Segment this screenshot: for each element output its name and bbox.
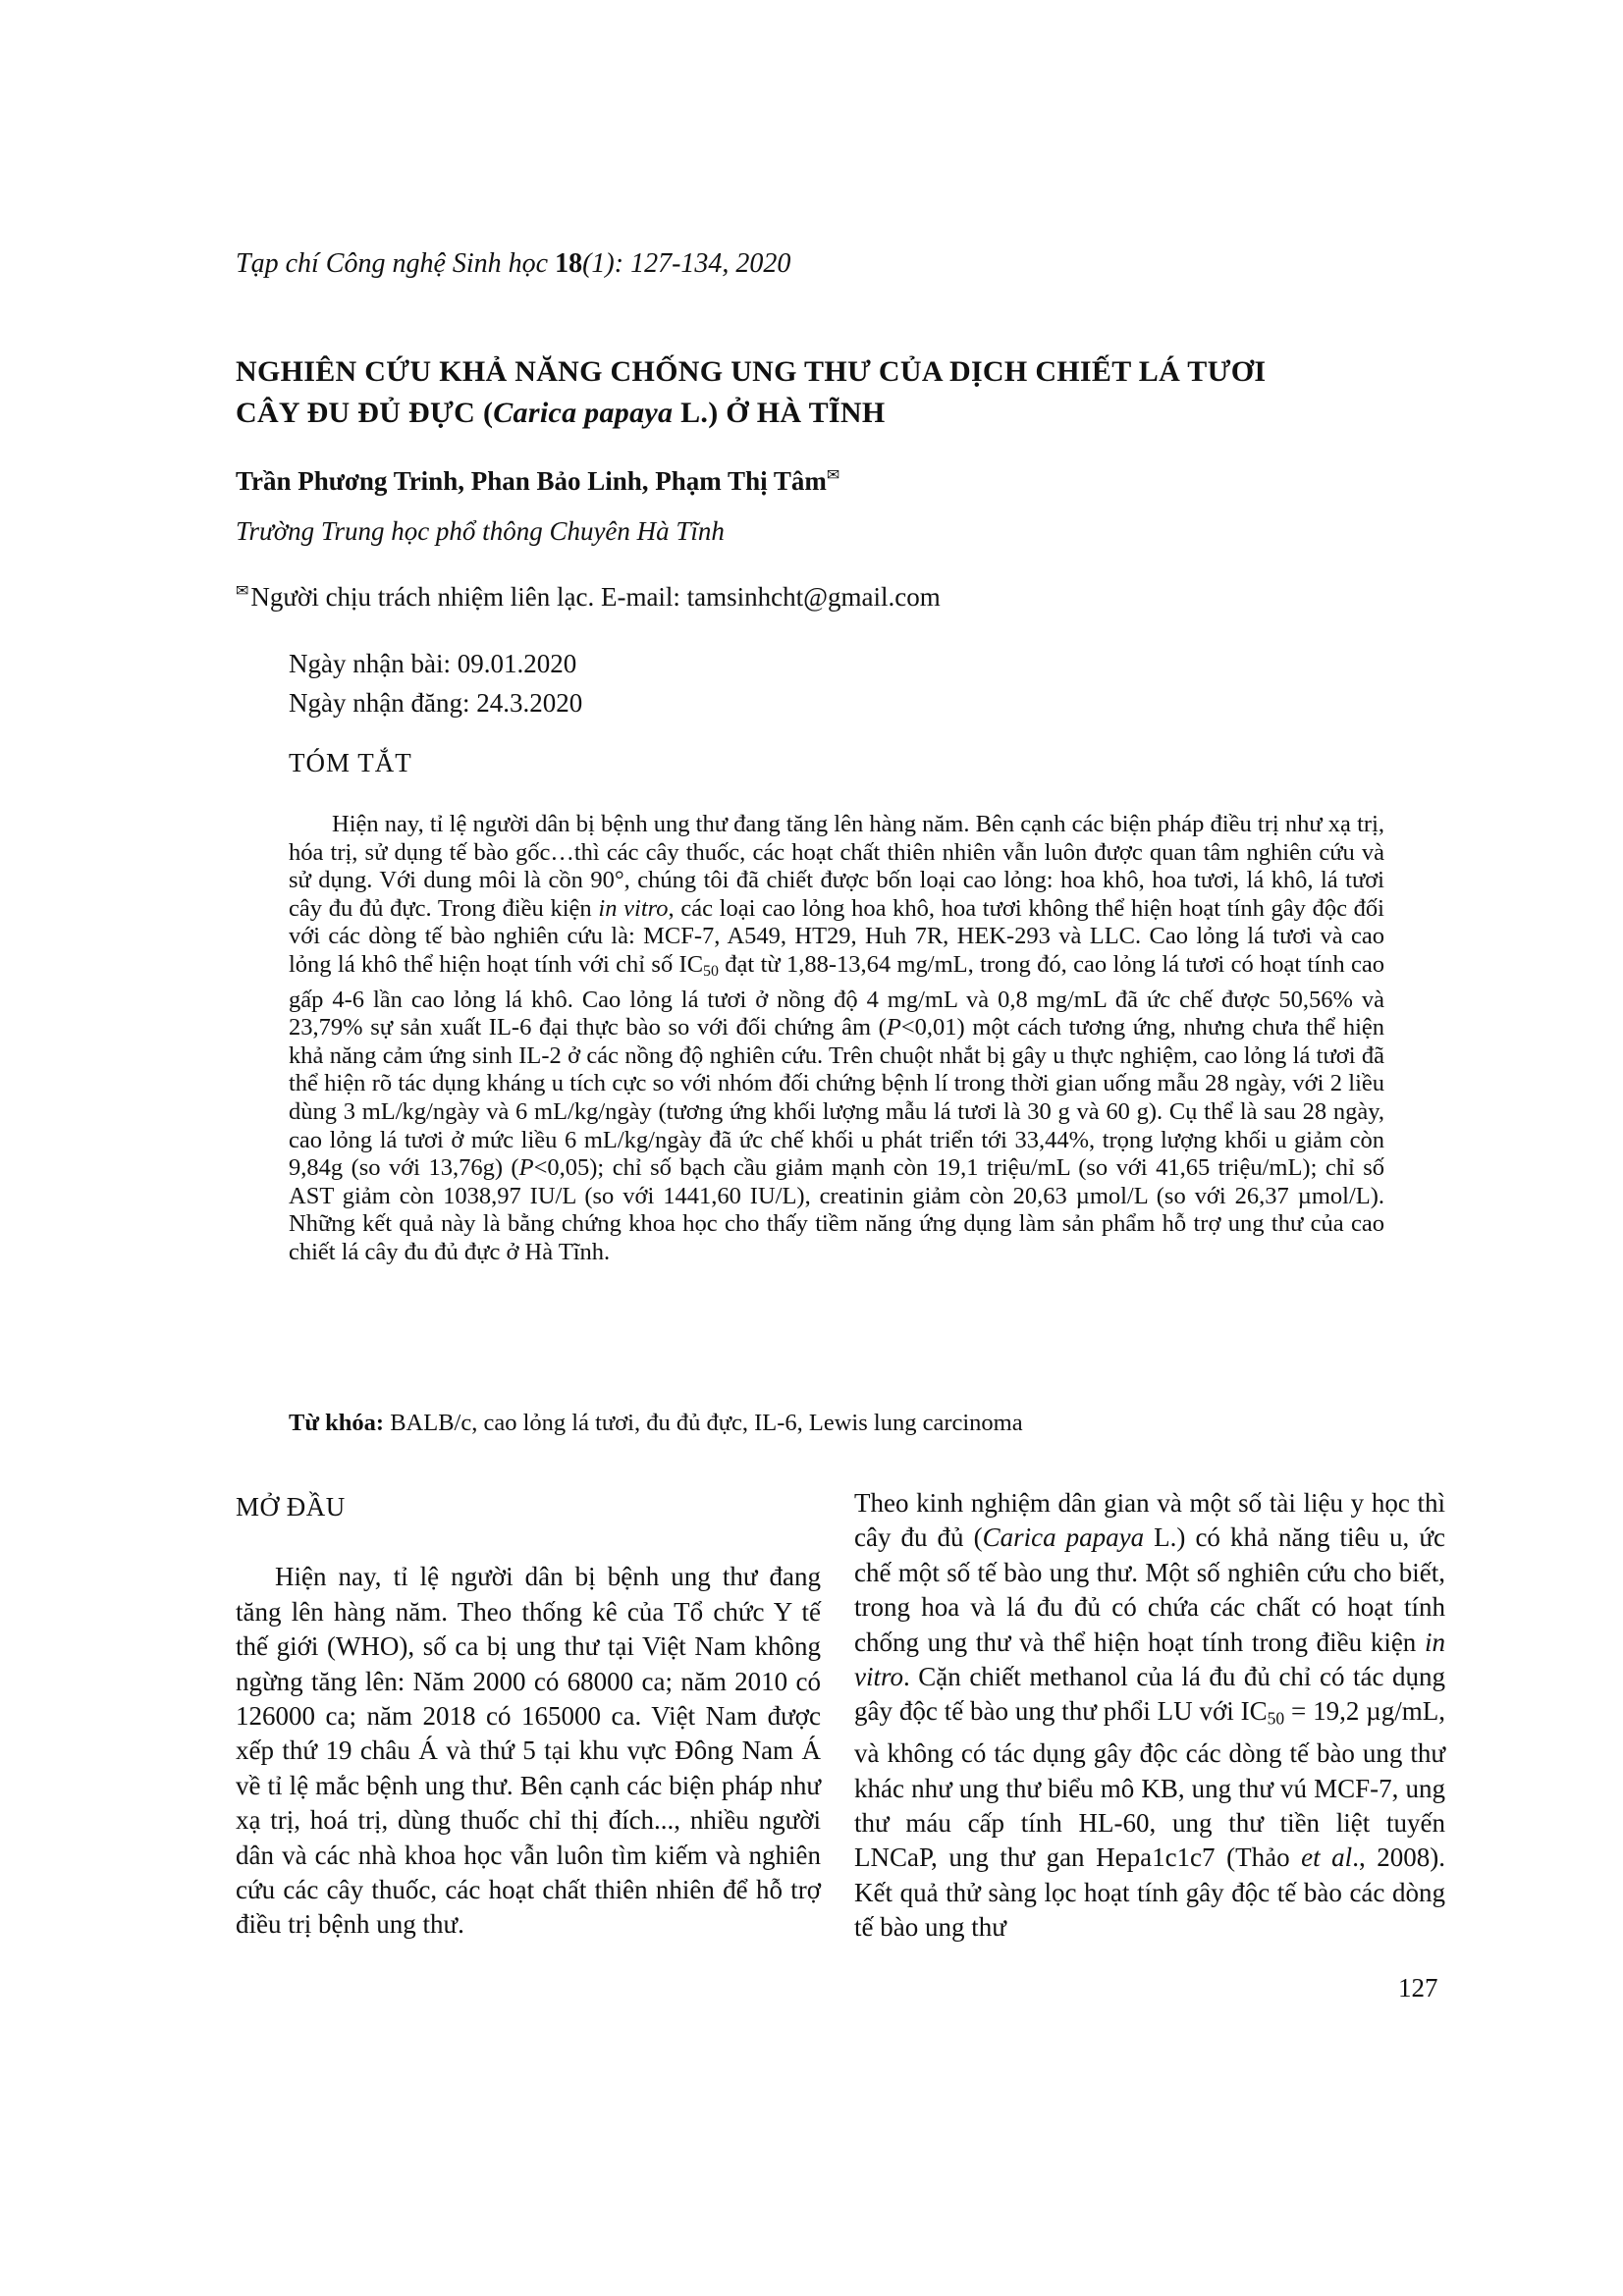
journal-citation: Tạp chí Công nghệ Sinh học 18(1): 127-134, 2020 bbox=[236, 248, 791, 279]
envelope-icon: ✉ bbox=[826, 467, 840, 484]
submission-dates bbox=[289, 644, 582, 722]
title-line-1: NGHIÊN CỨU KHẢ NĂNG CHỐNG UNG THƯ CỦA DỊCH CHIẾT LÁ TƯƠI bbox=[236, 355, 1267, 388]
affiliation: Trường Trung học phổ thông Chuyên Hà Tĩnh bbox=[236, 516, 725, 546]
envelope-icon: ✉ bbox=[236, 583, 249, 600]
accepted-date: Ngày nhận đăng: 24.3.2020 bbox=[289, 688, 583, 718]
intro-left-column bbox=[236, 1490, 821, 1943]
paper-title bbox=[236, 351, 1443, 434]
intro-paragraph: Hiện nay, tỉ lệ người dân bị bệnh ung thư đang tăng lên hàng năm. Theo thống kê của Tổ chức Y tế thế giới (WHO), số ca bị ung thư tại Việt Nam không ngừng tăng lên: Năm 2000 có 68000 ca; năm 2010 có 126000 ca; năm 2018 có 165000 ca. Việt Nam được xếp thứ 19 châu Á và thứ 5 tại khu vực Đông Nam Á về tỉ lệ mắc bệnh ung thư. Bên cạnh các biện pháp như xạ trị, hoá trị, dùng thuốc chỉ thị đích..., nhiều người dân và các nhà khoa học vẫn luôn tìm kiếm và nghiên cứu các cây thuốc, các hoạt chất thiên nhiên để hỗ trợ điều trị bệnh ung thư. bbox=[236, 1562, 821, 1940]
intro-heading: MỞ ĐẦU bbox=[236, 1492, 346, 1522]
corresponding-author: ✉Người chịu trách nhiệm liên lạc. E-mail: tamsinhcht@gmail.com bbox=[236, 582, 941, 612]
abstract-body: Hiện nay, tỉ lệ người dân bị bệnh ung thư đang tăng lên hàng năm. Bên cạnh các biện pháp điều trị như xạ trị, hóa trị, sử dụng tế bào gốc…thì các cây thuốc, các hoạt chất thiên nhiên vẫn luôn được quan tâm nghiên cứu và sử dụng. Với dung môi là cồn 90°, chúng tôi đã chiết được bốn loại cao lỏng: hoa khô, hoa tươi, lá khô, lá tươi cây đu đủ đực. Trong điều kiện in vitro, các loại cao lỏng hoa khô, hoa tươi không thể hiện hoạt tính gây độc đối với các dòng tế bào nghiên cứu là: MCF-7, A549, HT29, Huh 7R, HEK-293 và LLC. Cao lỏng lá tươi và cao lỏng lá khô thể hiện hoạt tính với chỉ số $IC_{50}$ đạt từ 1,88-13,64 mg/mL, trong đó, cao lỏng lá tươi có hoạt tính cao gấp 4-6 lần cao lỏng lá khô. Cao lỏng lá tươi ở nồng độ 4 mg/mL và 0,8 mg/mL đã ức chế được 50,56% và 23,79% sự sản xuất IL-6 đại thực bào so với đối chứng âm (P<0,01) một cách tương ứng, nhưng chưa thể hiện khả năng cảm ứng sinh IL-2 ở các nồng độ nghiên cứu. Trên chuột nhắt bị gây u thực nghiệm, cao lỏng lá tươi đã thể hiện rõ tác dụng kháng u tích cực so với nhóm đối chứng bệnh lí trong thời gian uống mẫu 28 ngày, với 2 liều dùng 3 mL/kg/ngày và 6 mL/kg/ngày (tương ứng khối lượng mẫu lá tươi là 30 g và 60 g). Cụ thể là sau 28 ngày, cao lỏng lá tươi ở mức liều 6 mL/kg/ngày đã ức chế khối u phát triển tới 33,44%, trọng lượng khối u giảm còn 9,84g (so với 13,76g) (P<0,05); chỉ số bạch cầu giảm mạnh còn 19,1 triệu/mL (so với 41,65 triệu/mL); chỉ số AST giảm còn 1038,97 IU/L (so với 1441,60 IU/L), creatinin giảm còn 20,63 µmol/L (so với 26,37 µmol/L). Những kết quả này là bằng chứng khoa học cho thấy tiềm năng ứng dụng làm sản phẩm hỗ trợ ung thư của cao chiết lá cây đu đủ đực ở Hà Tĩnh. bbox=[289, 811, 1385, 1265]
page-number: 127 bbox=[1398, 1973, 1438, 2002]
abstract-heading: TÓM TẮT bbox=[289, 748, 412, 777]
title-line-2: CÂY ĐU ĐỦ ĐỰC (Carica papaya L.) Ở HÀ TĨNH bbox=[236, 397, 886, 429]
intro-paragraph-continued: Theo kinh nghiệm dân gian và một số tài liệu y học thì cây đu đủ (Carica papaya L.) có khả năng tiêu u, ức chế một số tế bào ung thư. Một số nghiên cứu cho biết, trong hoa và lá đu đủ có chứa các chất có hoạt tính chống ung thư và thể hiện hoạt tính trong điều kiện in vitro. Cặn chiết methanol của lá đu đủ chỉ có tác dụng gây độc tế bào ung thư phổi LU với $IC_{50} = 19,2$ µg/mL, và không có tác dụng gây độc các dòng tế bào ung thư khác như ung thư biểu mô KB, ung thư vú MCF-7, ung thư máu cấp tính HL-60, ung thư tiền liệt tuyến LNCaP, ung thư gan Hepa1c1c7 (Thảo et al., 2008). Kết quả thử sàng lọc hoạt tính gây độc tế bào các dòng tế bào ung thư bbox=[854, 1488, 1445, 1943]
keywords: Từ khóa: BALB/c, cao lỏng lá tươi, đu đủ đực, IL-6, Lewis lung carcinoma bbox=[289, 1410, 1023, 1436]
keywords-label: Từ khóa: bbox=[289, 1410, 385, 1436]
journal-volume: 18 bbox=[555, 248, 583, 279]
author-list: Trần Phương Trinh, Phan Bảo Linh, Phạm Thị Tâm✉ bbox=[236, 466, 840, 496]
received-date: Ngày nhận bài: 09.01.2020 bbox=[289, 649, 577, 678]
intro-right-column bbox=[854, 1486, 1445, 1946]
